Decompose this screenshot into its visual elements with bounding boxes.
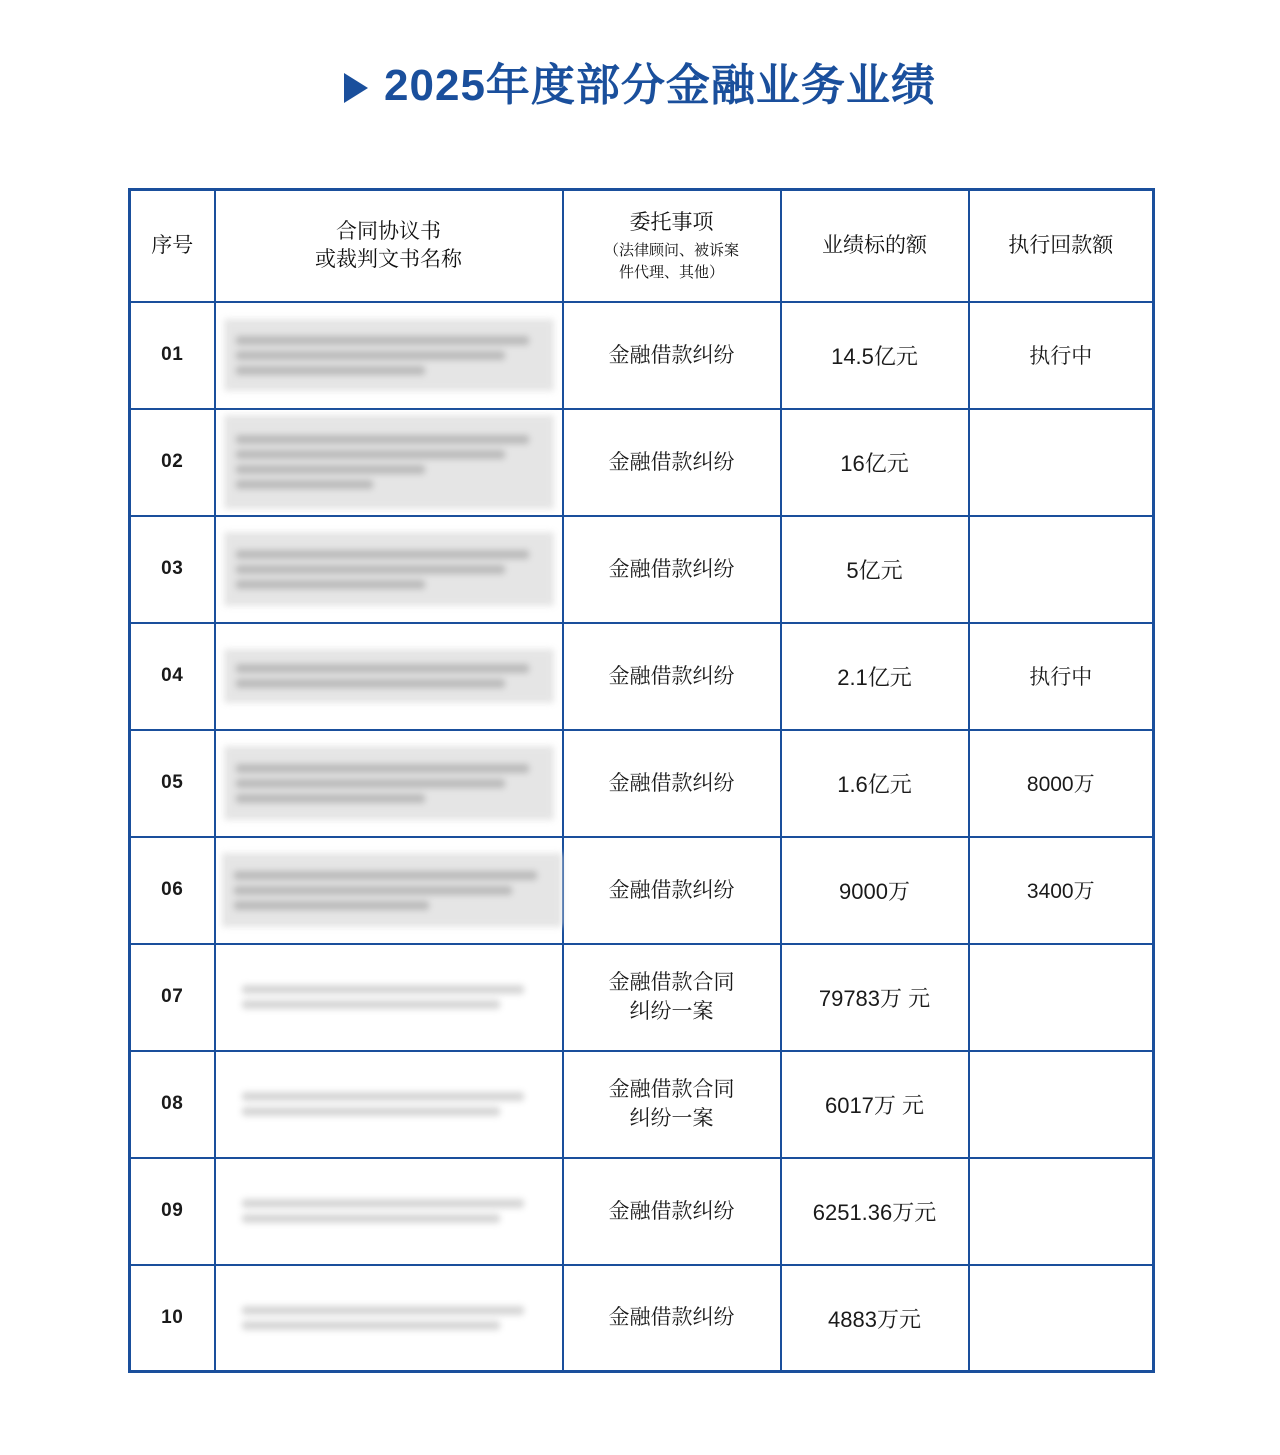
row-entrusted-item-line: 金融借款纠纷 [608, 664, 735, 688]
redaction-line [236, 465, 426, 474]
redaction-line [236, 779, 505, 788]
table-row [130, 837, 1154, 944]
redaction-line [236, 366, 426, 375]
redaction-line [234, 901, 430, 910]
row-serial-number: 07 [130, 944, 215, 1051]
table-body [130, 302, 1154, 1372]
row-entrusted-item-line: 金融借款纠纷 [608, 450, 735, 474]
row-serial-number: 06 [130, 837, 215, 944]
performance-table [128, 188, 1155, 1373]
redaction-line [242, 1092, 524, 1101]
row-entrusted-item [563, 1265, 781, 1372]
row-entrusted-item-line: 金融借款纠纷 [608, 1199, 735, 1223]
row-recovered-amount [969, 1265, 1154, 1372]
row-amount: 5亿元 [781, 516, 969, 623]
row-entrusted-item [563, 837, 781, 944]
row-entrusted-item [563, 623, 781, 730]
row-entrusted-item-line: 金融借款纠纷 [608, 771, 735, 795]
row-document-name-redacted [215, 730, 563, 837]
row-document-name-redacted [215, 1265, 563, 1372]
row-entrusted-item-line: 金融借款纠纷 [608, 343, 735, 367]
column-header-amount: 业绩标的额 [781, 190, 969, 302]
redaction-line [242, 1306, 524, 1315]
row-amount: 79783万 元 [781, 944, 969, 1051]
row-document-name-redacted [215, 516, 563, 623]
row-document-name-redacted [215, 409, 563, 516]
table-header-row [130, 190, 1154, 302]
redaction-line [236, 336, 530, 345]
row-recovered-amount: 3400万 [969, 837, 1154, 944]
column-header-item-sub-line1: （法律顾问、被诉案 [603, 241, 739, 259]
row-entrusted-item-line: 纠纷一案 [629, 1107, 714, 1131]
column-header-no: 序号 [130, 190, 215, 302]
column-header-document-line2: 或裁判文书名称 [315, 248, 462, 272]
redaction-block [224, 415, 554, 509]
row-serial-number: 03 [130, 516, 215, 623]
row-entrusted-item-line: 纠纷一案 [629, 1000, 714, 1024]
redaction-block [224, 532, 554, 606]
row-serial-number: 04 [130, 623, 215, 730]
row-entrusted-item-line: 金融借款纠纷 [608, 878, 735, 902]
row-entrusted-item [563, 944, 781, 1051]
row-serial-number: 08 [130, 1051, 215, 1158]
row-amount: 9000万 [781, 837, 969, 944]
row-entrusted-item-line: 金融借款合同 [608, 971, 735, 994]
row-serial-number: 10 [130, 1265, 215, 1372]
redaction-line [236, 794, 426, 803]
redaction-line [242, 1214, 501, 1223]
column-header-recovered: 执行回款额 [969, 190, 1154, 302]
row-recovered-amount [969, 1158, 1154, 1265]
page-title-text: 2025年度部分金融业务业绩 [384, 61, 936, 110]
row-entrusted-item [563, 302, 781, 409]
row-document-name-redacted [215, 944, 563, 1051]
column-header-item-sub-line2: 件代理、其他） [618, 264, 724, 282]
column-header-document-line1: 合同协议书 [336, 219, 441, 243]
redaction-line [242, 1199, 524, 1208]
row-recovered-amount: 执行中 [969, 623, 1154, 730]
redaction-line [242, 1000, 501, 1009]
redaction-line [236, 435, 530, 444]
redaction-line [234, 886, 512, 895]
redaction-line [236, 580, 426, 589]
row-recovered-amount: 执行中 [969, 302, 1154, 409]
triangle-right-icon [344, 73, 368, 103]
table-row [130, 302, 1154, 409]
row-entrusted-item [563, 730, 781, 837]
table-row [130, 409, 1154, 516]
row-amount: 6251.36万元 [781, 1158, 969, 1265]
row-recovered-amount: 8000万 [969, 730, 1154, 837]
row-entrusted-item [563, 1158, 781, 1265]
row-document-name-redacted [215, 623, 563, 730]
row-recovered-amount [969, 944, 1154, 1051]
row-amount: 16亿元 [781, 409, 969, 516]
row-amount: 4883万元 [781, 1265, 969, 1372]
redaction-block [224, 649, 554, 703]
table-row [130, 1158, 1154, 1265]
performance-table-wrapper [128, 188, 1152, 1373]
redaction-line [242, 985, 524, 994]
redaction-block [224, 319, 554, 391]
redaction-line [236, 550, 530, 559]
redaction-line [236, 351, 505, 360]
table-row [130, 516, 1154, 623]
redaction-line [234, 871, 537, 880]
row-entrusted-item-line: 金融借款合同 [608, 1078, 735, 1101]
redaction-line [242, 1321, 501, 1330]
redaction-block [230, 1293, 548, 1343]
redaction-line [236, 480, 374, 489]
row-amount: 6017万 元 [781, 1051, 969, 1158]
redaction-line [236, 664, 530, 673]
row-serial-number: 02 [130, 409, 215, 516]
row-recovered-amount [969, 516, 1154, 623]
table-row [130, 730, 1154, 837]
table-header [130, 190, 1154, 302]
table-row [130, 944, 1154, 1051]
table-row [130, 623, 1154, 730]
row-entrusted-item [563, 516, 781, 623]
table-row [130, 1051, 1154, 1158]
page-title [0, 0, 1280, 110]
row-amount: 14.5亿元 [781, 302, 969, 409]
redaction-block [230, 1186, 548, 1236]
row-document-name-redacted [215, 1158, 563, 1265]
row-entrusted-item-line: 金融借款纠纷 [608, 557, 735, 581]
row-document-name-redacted [215, 1051, 563, 1158]
row-amount: 2.1亿元 [781, 623, 969, 730]
redaction-block [222, 853, 562, 927]
row-serial-number: 01 [130, 302, 215, 409]
redaction-line [236, 450, 505, 459]
column-header-item-main: 委托事项 [629, 211, 714, 235]
row-serial-number: 09 [130, 1158, 215, 1265]
row-document-name-redacted [215, 302, 563, 409]
redaction-line [242, 1107, 501, 1116]
redaction-block [224, 746, 554, 820]
redaction-line [236, 764, 530, 773]
column-header-item [563, 190, 781, 302]
column-header-document [215, 190, 563, 302]
table-row [130, 1265, 1154, 1372]
redaction-line [236, 679, 505, 688]
row-recovered-amount [969, 1051, 1154, 1158]
redaction-block [230, 1079, 548, 1129]
row-document-name-redacted [215, 837, 563, 944]
row-entrusted-item [563, 1051, 781, 1158]
row-serial-number: 05 [130, 730, 215, 837]
redaction-line [236, 565, 505, 574]
redaction-block [230, 972, 548, 1022]
row-entrusted-item-line: 金融借款纠纷 [608, 1306, 735, 1330]
row-entrusted-item [563, 409, 781, 516]
row-amount: 1.6亿元 [781, 730, 969, 837]
row-recovered-amount [969, 409, 1154, 516]
